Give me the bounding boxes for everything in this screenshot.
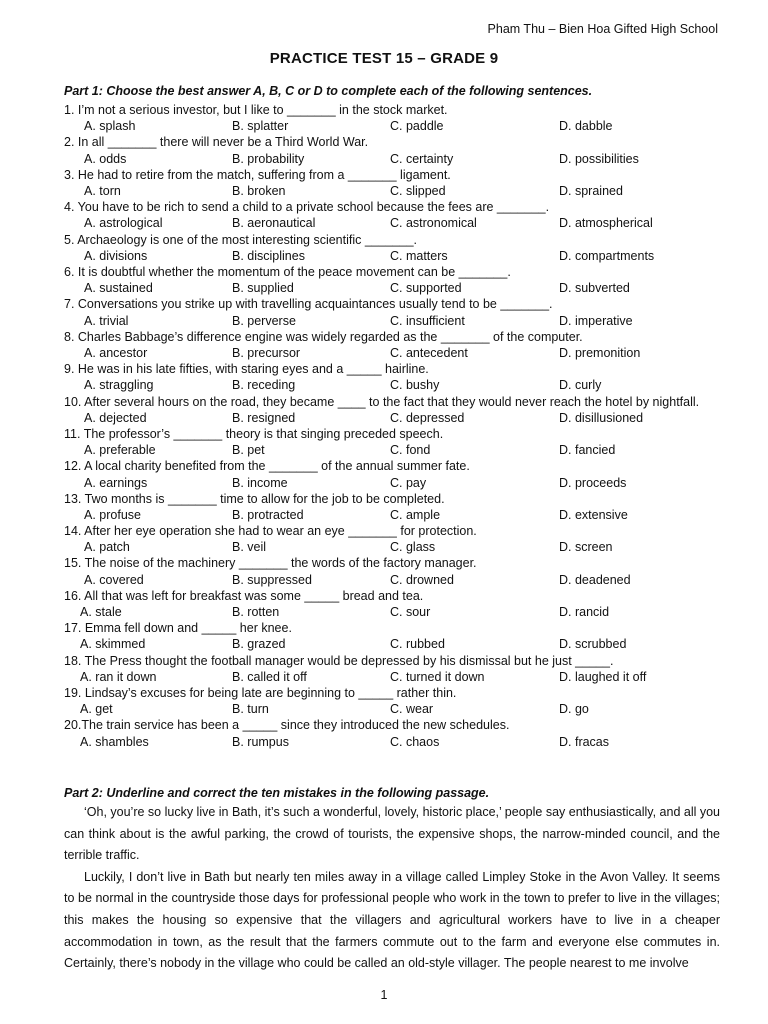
question-item: [64, 361, 724, 393]
passage-paragraph: Luckily, I don’t live in Bath but nearly ten miles away in a village called Limpley Stoke in the Avon Valley. It seems to be normal in the countryside those days for professional people who work in the town to prefer to live in the villages; this makes the housing so expensive that the villagers and agricultural workers have to live in a cheaper accommodation in town, as the result that the farmers commute out to the farm and everyone else commutes in. Certainly, there’s nobody in the village who could be called an old-style villager. The people nearest to me involve: [64, 869, 720, 971]
question-stem: 12. A local charity benefited from the _______ of the annual summer fate.: [64, 459, 470, 474]
question-item: [64, 199, 724, 231]
question-stem: 15. The noise of the machinery _______ the words of the factory manager.: [64, 556, 477, 571]
question-item: [64, 296, 724, 328]
answer-option: A. straggling: [84, 378, 154, 393]
answer-option: C. matters: [390, 248, 448, 263]
answer-option: D. fancied: [559, 443, 616, 458]
question-stem: 2. In all _______ there will never be a Third World War.: [64, 135, 369, 150]
answer-option: B. perverse: [232, 313, 296, 328]
question-item: [64, 134, 724, 166]
answer-option: D. compartments: [559, 248, 655, 263]
answer-options: [64, 572, 724, 588]
answer-option: D. premonition: [559, 345, 641, 360]
answer-option: D. go: [559, 702, 589, 717]
answer-option: B. broken: [232, 183, 286, 198]
question-item: [64, 232, 724, 264]
question-item: [64, 458, 724, 490]
answer-option: D. rancid: [559, 605, 610, 620]
question-stem: 19. Lindsay’s excuses for being late are beginning to _____ rather thin.: [64, 686, 457, 701]
answer-option: A. sustained: [84, 281, 153, 296]
answer-option: C. supported: [390, 281, 462, 296]
answer-options: [64, 442, 724, 458]
answer-options: [64, 215, 724, 231]
answer-options: [64, 669, 724, 685]
answer-option: C. insufficient: [390, 313, 465, 328]
answer-option: B. receding: [232, 378, 296, 393]
answer-option: C. wear: [390, 702, 434, 717]
answer-option: A. ran it down: [80, 669, 157, 684]
page-header-author: Pham Thu – Bien Hoa Gifted High School: [487, 22, 718, 36]
question-item: [64, 264, 724, 296]
answer-option: C. sour: [390, 605, 431, 620]
answer-option: D. deadened: [559, 572, 631, 587]
answer-option: C. drowned: [390, 572, 454, 587]
answer-option: D. fracas: [559, 734, 610, 749]
answer-option: B. veil: [232, 540, 267, 555]
question-stem: 6. It is doubtful whether the momentum of the peace movement can be _______.: [64, 264, 511, 279]
question-item: [64, 102, 724, 134]
answer-option: C. pay: [390, 475, 427, 490]
answer-option: D. screen: [559, 540, 613, 555]
answer-option: A. shambles: [80, 734, 149, 749]
question-item: [64, 555, 724, 587]
answer-option: A. earnings: [84, 475, 148, 490]
question-item: [64, 653, 724, 685]
answer-option: B. pet: [232, 443, 265, 458]
answer-option: A. odds: [84, 151, 127, 166]
answer-option: A. astrological: [84, 216, 163, 231]
part1-heading: Part 1: Choose the best answer A, B, C or D to complete each of the following sentences.: [64, 84, 593, 98]
answer-option: B. aeronautical: [232, 216, 316, 231]
answer-options: [64, 183, 724, 199]
answer-options: [64, 507, 724, 523]
answer-option: B. splatter: [232, 119, 289, 134]
answer-option: C. turned it down: [390, 669, 485, 684]
page-number: 1: [380, 988, 388, 1002]
answer-option: A. get: [80, 702, 113, 717]
answer-option: C. ample: [390, 507, 441, 522]
answer-option: C. antecedent: [390, 345, 468, 360]
answer-options: [64, 280, 724, 296]
question-stem: 3. He had to retire from the match, suffering from a _______ ligament.: [64, 167, 451, 182]
answer-option: A. profuse: [84, 507, 141, 522]
answer-option: A. torn: [84, 183, 121, 198]
answer-options: [64, 345, 724, 361]
answer-option: D. extensive: [559, 507, 628, 522]
answer-option: B. protracted: [232, 507, 304, 522]
answer-option: B. disciplines: [232, 248, 305, 263]
question-item: [64, 491, 724, 523]
answer-option: A. dejected: [84, 410, 147, 425]
answer-option: B. turn: [232, 702, 269, 717]
question-item: [64, 329, 724, 361]
answer-option: D. dabble: [559, 119, 613, 134]
answer-option: B. called it off: [232, 669, 307, 684]
answer-option: C. depressed: [390, 410, 465, 425]
answer-options: [64, 313, 724, 329]
answer-option: A. stale: [80, 605, 122, 620]
answer-options: [64, 604, 724, 620]
answer-options: [64, 475, 724, 491]
answer-option: B. supplied: [232, 281, 294, 296]
answer-option: A. skimmed: [80, 637, 146, 652]
question-item: [64, 685, 724, 717]
answer-options: [64, 539, 724, 555]
question-item: [64, 717, 724, 749]
answer-option: B. income: [232, 475, 288, 490]
answer-option: D. scrubbed: [559, 637, 627, 652]
answer-option: B. grazed: [232, 637, 286, 652]
answer-option: A. covered: [84, 572, 144, 587]
answer-option: D. proceeds: [559, 475, 627, 490]
answer-option: C. slipped: [390, 183, 446, 198]
answer-option: C. astronomical: [390, 216, 477, 231]
answer-option: B. rotten: [232, 605, 280, 620]
question-item: [64, 167, 724, 199]
answer-option: B. resigned: [232, 410, 296, 425]
answer-option: D. curly: [559, 378, 602, 393]
answer-option: A. ancestor: [84, 345, 148, 360]
passage-paragraph: ‘Oh, you’re so lucky live in Bath, it’s such a wonderful, lovely, historic place,’ people say enthusiastically, and all you can think about is the awful parking, the crowd of tourists, the expensive shops, the narrow-minded council, and the terrible traffic.: [64, 805, 720, 863]
question-stem: 1. I’m not a serious investor, but I like to _______ in the stock market.: [64, 103, 448, 117]
question-stem: 7. Conversations you strike up with travelling acquaintances usually tend to be _______.: [64, 297, 553, 312]
answer-option: A. splash: [84, 119, 136, 134]
answer-option: B. probability: [232, 151, 305, 166]
answer-option: A. patch: [84, 540, 130, 555]
question-item: [64, 523, 724, 555]
question-item: [64, 426, 724, 458]
question-stem: 10. After several hours on the road, they became ____ to the fact that they would never reach the hotel by nightfall.: [64, 394, 700, 409]
question-stem: 17. Emma fell down and _____ her knee.: [64, 621, 292, 636]
question-list: [64, 102, 724, 750]
question-stem: 18. The Press thought the football manager would be depressed by his dismissal but he just _____.: [64, 653, 614, 668]
answer-option: D. subverted: [559, 281, 630, 296]
question-stem: 11. The professor’s _______ theory is that singing preceded speech.: [64, 426, 444, 441]
answer-options: [64, 410, 724, 426]
answer-options: [64, 636, 724, 652]
passage: [64, 802, 720, 975]
answer-option: C. glass: [390, 540, 436, 555]
answer-option: D. sprained: [559, 183, 623, 198]
question-stem: 16. All that was left for breakfast was some _____ bread and tea.: [64, 588, 424, 603]
answer-option: D. imperative: [559, 313, 633, 328]
question-item: [64, 394, 724, 426]
answer-options: [64, 151, 724, 167]
question-stem: 8. Charles Babbage’s difference engine was widely regarded as the _______ of the computer.: [64, 329, 583, 344]
answer-options: [64, 701, 724, 717]
answer-option: B. suppressed: [232, 572, 312, 587]
answer-option: B. rumpus: [232, 734, 289, 749]
answer-option: D. possibilities: [559, 151, 639, 166]
answer-option: C. bushy: [390, 378, 440, 393]
answer-options: [64, 248, 724, 264]
answer-options: [64, 118, 724, 134]
answer-option: C. chaos: [390, 734, 440, 749]
question-stem: 5. Archaeology is one of the most interesting scientific _______.: [64, 232, 417, 247]
part2-heading: Part 2: Underline and correct the ten mistakes in the following passage.: [64, 786, 490, 800]
answer-option: A. preferable: [84, 443, 156, 458]
page-title: PRACTICE TEST 15 – GRADE 9: [269, 50, 499, 67]
question-stem: 20.The train service has been a _____ since they introduced the new schedules.: [64, 718, 510, 733]
question-item: [64, 620, 724, 652]
answer-option: D. disillusioned: [559, 410, 644, 425]
question-stem: 14. After her eye operation she had to wear an eye _______ for protection.: [64, 524, 477, 539]
answer-option: D. atmospherical: [559, 216, 653, 231]
answer-option: C. paddle: [390, 119, 444, 134]
answer-option: A. divisions: [84, 248, 148, 263]
question-stem: 9. He was in his late fifties, with staring eyes and a _____ hairline.: [64, 362, 429, 377]
question-stem: 13. Two months is _______ time to allow for the job to be completed.: [64, 491, 445, 506]
answer-option: B. precursor: [232, 345, 301, 360]
answer-options: [64, 377, 724, 393]
answer-option: C. certainty: [390, 151, 454, 166]
question-item: [64, 588, 724, 620]
answer-option: C. rubbed: [390, 637, 445, 652]
answer-option: D. laughed it off: [559, 669, 647, 684]
answer-option: C. fond: [390, 443, 431, 458]
answer-option: A. trivial: [84, 313, 129, 328]
answer-options: [64, 734, 724, 750]
question-stem: 4. You have to be rich to send a child to a private school because the fees are _______.: [64, 200, 550, 215]
